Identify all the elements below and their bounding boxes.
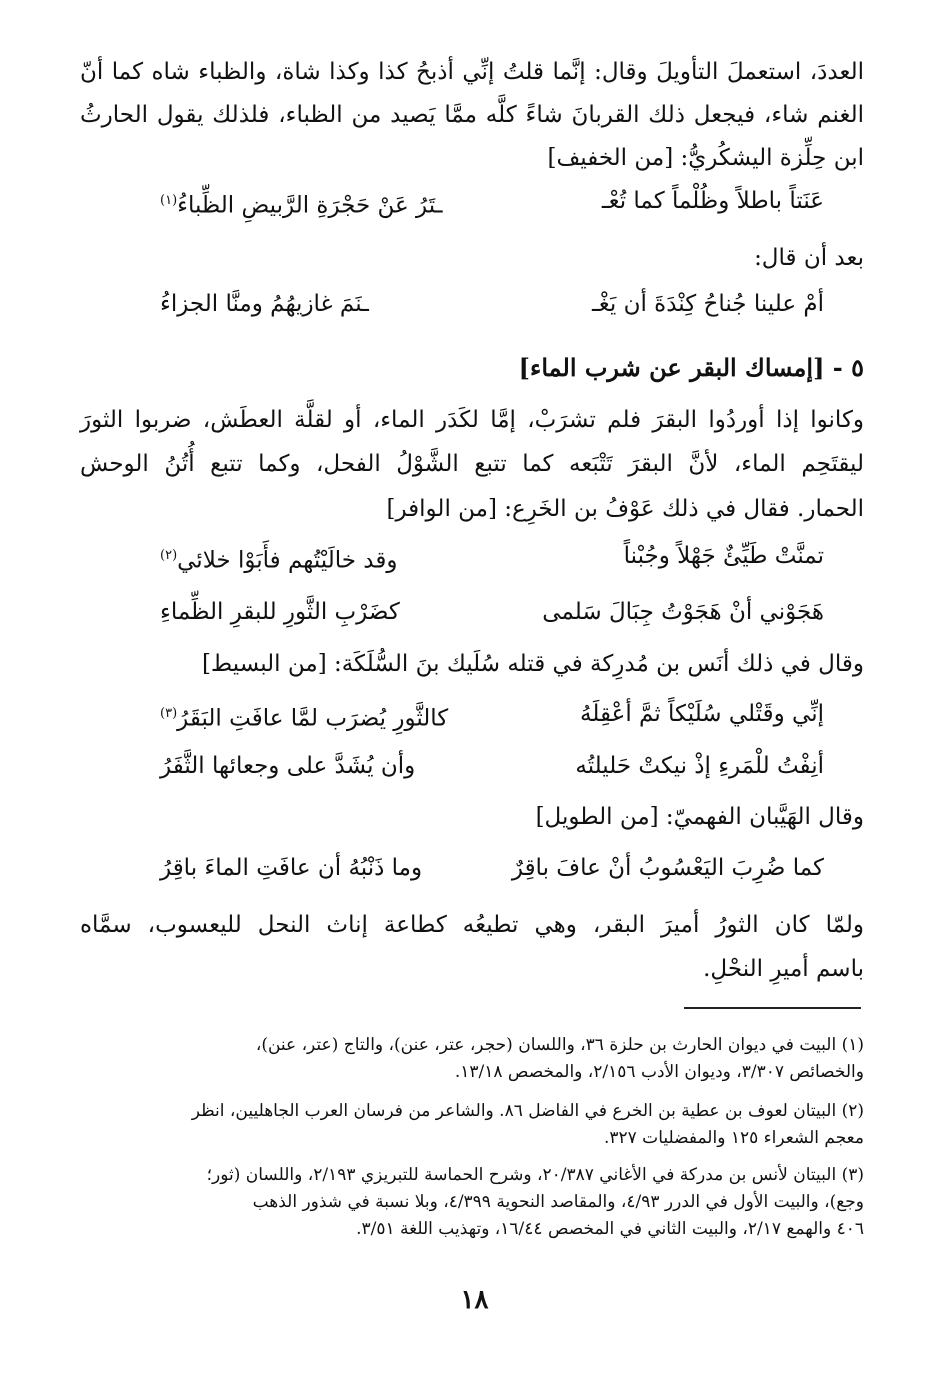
verse-7-second-hemistich: وما ذَنْبُهُ أن عافَتِ الماءَ باقِرُ [160, 855, 423, 881]
body-line: وقال الهَيَّبان الفهميّ: [من الطويل] [535, 804, 864, 830]
footnote-2-line: معجم الشعراء ١٢٥ والمفضليات ٣٢٧. [603, 1128, 864, 1148]
footnote-marker: (٢) [160, 548, 178, 563]
verse-2-first-hemistich: أمْ علينا جُناحُ كِنْدَةَ أن يَغْـ [592, 291, 824, 317]
body-line: العددَ، استعملَ التأويلَ وقال: إنَّما قلتُ إنِّي أذبحُ كذا وكذا شاة، والظباء شاه كما أنّ [80, 59, 864, 85]
body-line: الحمار. فقال في ذلك عَوْفُ بن الخَرِع: [من الوافر] [386, 496, 864, 522]
verse-3-second-hemistich [160, 541, 397, 576]
body-line: وقال في ذلك أنَس بن مُدرِكة في قتله سُلَيك بنَ السُّلَكَة: [من البسيط] [201, 651, 864, 677]
body-line: ابن حِلِّزة اليشكُريُّ: [من الخفيف] [547, 145, 864, 171]
footnote-separator [684, 1007, 861, 1009]
verse-3-first-hemistich: تمنَّتْ طَيِّئٌ جَهْلاً وجُبْناً [623, 543, 824, 569]
verse-5-second-hemistich [160, 699, 448, 734]
footnote-2-line: (٢) البيتان لعوف بن عطية بن الخرع في الفاضل ٨٦. والشاعر من فرسان العرب الجاهليين، انظر [191, 1101, 864, 1121]
verse-1-second-text: ـتَرُ عَنْ حَجْرَةِ الرَّبيضِ الظِّباءُ [177, 192, 443, 219]
body-line: باسم أميرِ النحْلِ. [703, 956, 864, 982]
page-number: ١٨ [460, 1285, 489, 1315]
footnote-marker: (١) [160, 193, 178, 208]
verse-1-first-hemistich: عَنَتاً باطلاً وظُلْماً كما تُعْـ [601, 188, 824, 214]
body-line: وكانوا إذا أوردُوا البقرَ فلم تشرَبْ، إمَّا لكَدَر الماء، أو لقلَّة العطَش، ضربوا الثورَ [80, 407, 864, 433]
verse-5-second-text: كالثَّورِ يُضرَب لمَّا عافَتِ البَقَرُ [177, 705, 449, 732]
verse-4-second-hemistich: كضَرْبِ الثَّورِ للبقرِ الظِّماءِ [160, 599, 400, 625]
body-line: ليقتَحِم الماء، لأنَّ البقرَ تَتْبَعه كما تتبع الشَّوْلُ الفحل، وكما تتبع أُتُنُ الوحش [80, 451, 864, 477]
body-line: ولمّا كان الثورُ أميرَ البقر، وهي تطيعُه كطاعة إناث النحل لليعسوب، سمَّاه [80, 912, 864, 938]
verse-4-first-hemistich: هَجَوْني أنْ هَجَوْتُ جِبَالَ سَلمى [542, 599, 824, 625]
verse-5-first-hemistich: إنِّي وقَتْلي سُلَيْكاً ثمَّ أعْقِلَهُ [580, 701, 824, 727]
verse-1-second-hemistich [160, 186, 442, 221]
verse-6-first-hemistich: أنِفْتُ للْمَرءِ إذْ نيكتْ حَليلتُه [575, 753, 824, 779]
body-line: الغنم شاء، فيجعل ذلك القربانَ شاءً كلَّه ممَّا يَصيد من الظباء، فلذلك يقول الحارثُ [80, 102, 864, 128]
footnote-marker: (٣) [160, 706, 178, 721]
verse-2-second-hemistich: ـنَمَ غازيهُمُ ومنَّا الجزاءُ [160, 291, 369, 317]
footnote-1-line: (١) البيت في ديوان الحارث بن حلزة ٣٦، واللسان (حجر، عتر، عنن)، والتاج (عتر، عنن)، [255, 1035, 864, 1055]
body-line: بعد أن قال: [754, 245, 864, 271]
verse-6-second-hemistich: وأن يُشَدَّ على وجعائها الثَّفَرُ [160, 753, 416, 779]
footnote-3-line: ٤٠٦ والهمع ٢/١٧، والبيت الثاني في المخصص ١٦/٤٤، وتهذيب اللغة ٣/٥١. [356, 1219, 864, 1239]
footnote-3-line: (٣) البيتان لأنس بن مدركة في الأغاني ٢٠/٣٨٧، وشرح الحماسة للتبريزي ٢/١٩٣، واللسان (ثور؛ [206, 1165, 864, 1185]
verse-7-first-hemistich: كما ضُرِبَ اليَعْسُوبُ أنْ عافَ باقِرٌ [511, 855, 824, 881]
section-heading: ٥ - [إمساك البقر عن شرب الماء] [518, 353, 864, 382]
footnote-3-line: وجع)، والبيت الأول في الدرر ٤/٩٣، والمقاصد النحوية ٤/٣٩٩، وبلا نسبة في شذور الذهب [252, 1192, 864, 1212]
verse-3-second-text: وقد خالَيْتُهم فأَبَوْا خلائي [177, 547, 398, 574]
footnote-1-line: والخصائص ٣/٣٠٧، وديوان الأدب ٢/١٥٦، والمخصص ١٣/١٨. [454, 1062, 864, 1082]
